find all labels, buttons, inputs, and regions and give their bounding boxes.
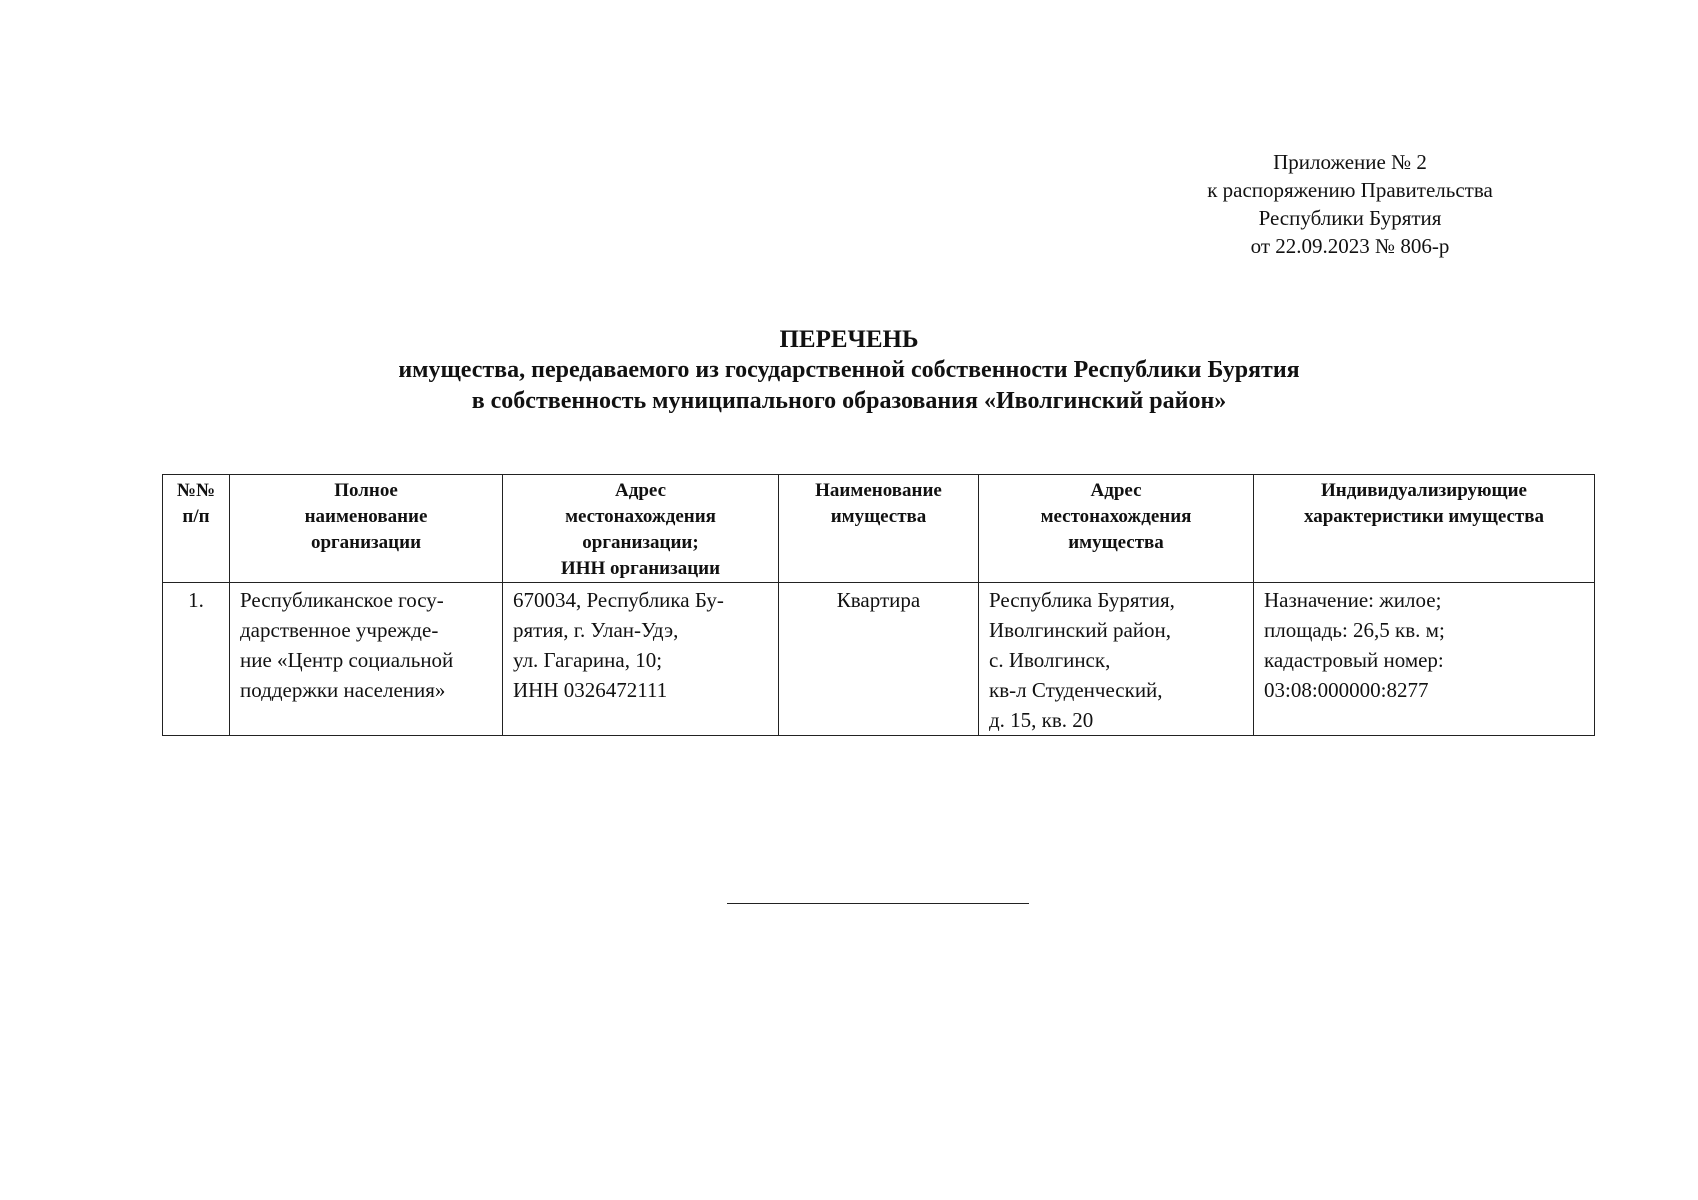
cell-line: ИНН 0326472111 <box>513 678 668 702</box>
cell-line: рятия, г. Улан-Удэ, <box>513 618 679 642</box>
header-line: Адрес <box>615 480 666 501</box>
cell-number: 1. <box>163 583 230 736</box>
title-line-3: в собственность муниципального образования «Иволгинский район» <box>471 388 1227 414</box>
document-title <box>0 324 1698 417</box>
cell-line: Иволгинский район, <box>989 618 1172 642</box>
header-line: Адрес <box>1090 480 1142 501</box>
cell-line: Назначение: жилое; <box>1264 588 1442 612</box>
appendix-date: от 22.09.2023 № 806-р <box>1250 234 1450 258</box>
cell-line: с. Иволгинск, <box>989 648 1111 672</box>
header-line: п/п <box>182 506 210 527</box>
header-line: местонахождения <box>565 506 716 527</box>
header-number <box>163 475 230 583</box>
cell-line: 670034, Республика Бу- <box>513 588 724 612</box>
cell-line: поддержки населения» <box>240 678 446 702</box>
cell-line: ние «Центр социальной <box>240 648 454 672</box>
cell-property-name: Квартира <box>779 583 979 736</box>
header-line: Индивидуализирующие <box>1321 480 1527 501</box>
cell-line: площадь: 26,5 кв. м; <box>1264 618 1445 642</box>
header-characteristics <box>1254 475 1595 583</box>
cell-characteristics <box>1254 583 1595 736</box>
cell-line: Республиканское госу- <box>240 588 444 612</box>
cell-org-address <box>503 583 779 736</box>
header-line: имущества <box>830 506 927 527</box>
header-line: характеристики имущества <box>1303 506 1545 527</box>
header-org-address <box>503 475 779 583</box>
title-main: ПЕРЕЧЕНЬ <box>779 326 919 353</box>
appendix-number: Приложение № 2 <box>1273 150 1427 174</box>
header-line: наименование <box>304 506 428 527</box>
table-row <box>163 583 1595 736</box>
table-header-row <box>163 475 1595 583</box>
header-organization <box>230 475 503 583</box>
title-line-2: имущества, передаваемого из государственной собственности Республики Бурятия <box>398 357 1300 383</box>
appendix-header <box>1180 148 1520 260</box>
header-line: местонахождения <box>1040 506 1192 527</box>
header-line: Полное <box>334 480 398 501</box>
header-line: имущества <box>1068 532 1164 553</box>
cell-line: кв-л Студенческий, <box>989 678 1163 702</box>
cell-line: дарственное учрежде- <box>240 618 439 642</box>
property-table <box>162 474 1595 736</box>
header-line: ИНН организации <box>560 558 721 579</box>
cell-line: Республика Бурятия, <box>989 588 1175 612</box>
cell-line: 03:08:000000:8277 <box>1264 678 1429 702</box>
end-divider <box>727 903 1029 904</box>
appendix-order-ref: к распоряжению Правительства <box>1207 178 1493 202</box>
cell-line: д. 15, кв. 20 <box>989 708 1094 732</box>
header-line: Наименование <box>815 480 942 501</box>
header-property-name <box>779 475 979 583</box>
header-line: организации <box>310 532 422 553</box>
header-line: организации; <box>582 532 699 553</box>
header-line: №№ <box>176 480 216 501</box>
cell-line: ул. Гагарина, 10; <box>513 648 663 672</box>
header-property-address <box>979 475 1254 583</box>
cell-organization <box>230 583 503 736</box>
appendix-government: Республики Бурятия <box>1258 206 1442 230</box>
cell-line: кадастровый номер: <box>1264 648 1444 672</box>
cell-property-address <box>979 583 1254 736</box>
